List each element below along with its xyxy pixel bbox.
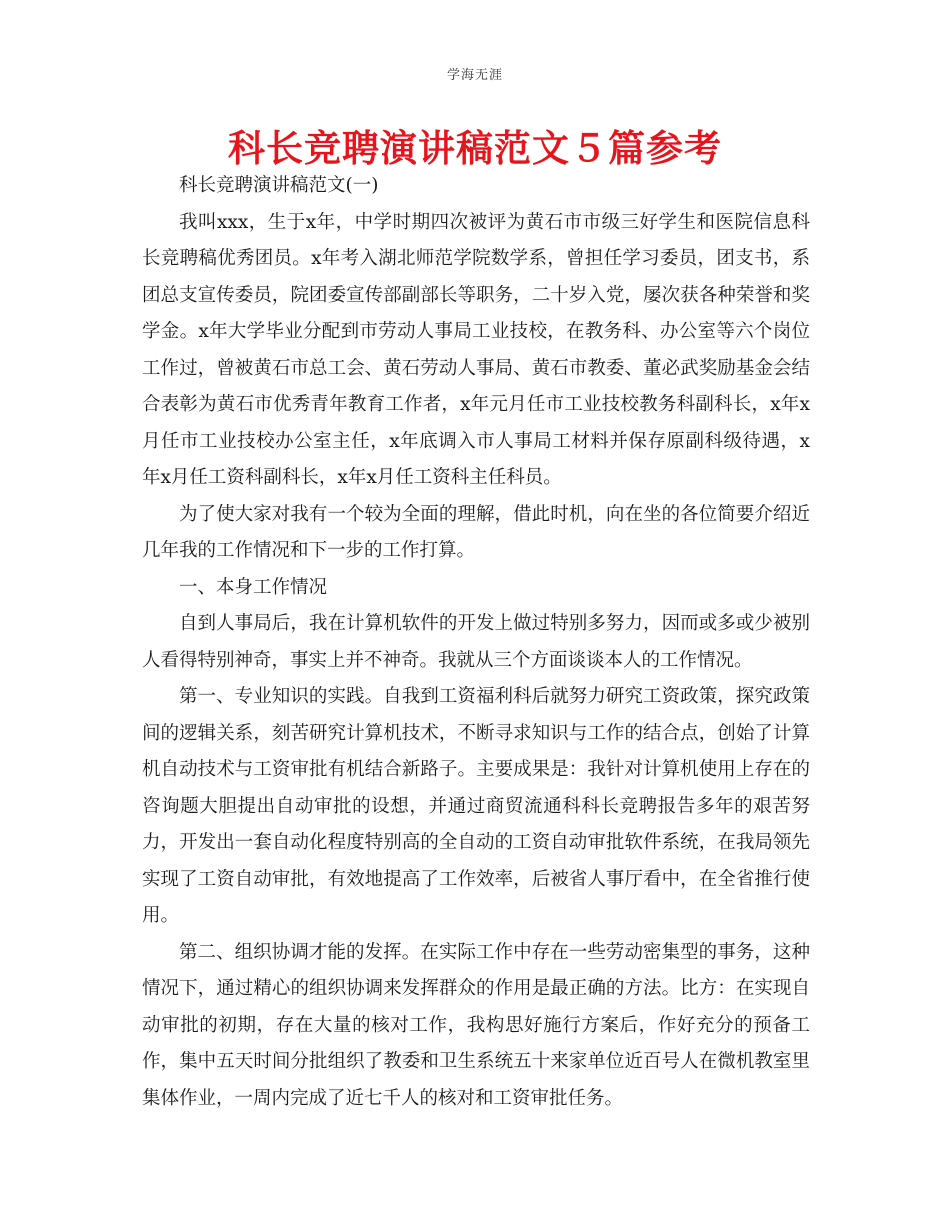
paragraph: 我叫xxx，生于x年，中学时期四次被评为黄石市市级三好学生和医院信息科长竞聘稿优秀团员。x年考入湖北师范学院数学系，曾担任学习委员，团支书，系团总支宣传委员，院团委宣传部副部长等职务，二十岁入党，屡次获各种荣誉和奖学金。x年大学毕业分配到市劳动人事局工业技校，在教务科、办公室等六个岗位工作过，曾被黄石市总工会、黄石劳动人事局、黄石市教委、董必武奖励基金会结合表彰为黄石市优秀青年教育工作者，x年元月任市工业技校教务科副科长，x年x月任市工业技校办公室主任，x年底调入市人事局工材料并保存原副科级待遇，x年x月任工资科副科长，x年x月任工资科主任科员。 [142,211,810,488]
paragraph: 自到人事局后，我在计算机软件的开发上做过特别多努力，因而或多或少被别人看得特别神奇，事实上并不神奇。我就从三个方面谈谈本人的工作情况。 [142,613,810,671]
section-heading: 科长竞聘演讲稿范文(一) [179,175,379,196]
document-title: 科长竞聘演讲稿范文５篇参考 [228,127,722,170]
paragraph: 第二、组织协调才能的发挥。在实际工作中存在一些劳动密集型的事务，这种情况下，通过精心的组织协调来发挥群众的作用是最正确的方法。比方：在实现自动审批的初期，存在大量的核对工作，我构思好施行方案后，作好充分的预备工作，集中五天时间分批组织了教委和卫生系统五十来家单位近百号人在微机教室里集体作业，一周内完成了近七千人的核对和工资审批任务。 [142,941,810,1109]
section-heading: 一、本身工作情况 [179,576,328,598]
paragraph: 第一、专业知识的实践。自我到工资福利科后就努力研究工资政策，探究政策间的逻辑关系，刻苦研究计算机技术，不断寻求知识与工作的结合点，创始了计算机自动技术与工资审批有机结合新路子。主要成果是：我针对计算机使用上存在的咨询题大胆提出自动审批的设想，并通过商贸流通科科长竞聘报告多年的艰苦努力，开发出一套自动化程度特别高的全自动的工资自动审批软件系统，在我局领先实现了工资自动审批，有效地提高了工作效率，后被省人事厅看中，在全省推行使用。 [142,686,810,926]
document-body [142,168,810,1117]
page-header: 学海无涯 [446,68,503,83]
paragraph: 为了使大家对我有一个较为全面的理解，借此时机，向在坐的各位简要介绍近几年我的工作情况和下一步的工作打算。 [142,503,810,561]
